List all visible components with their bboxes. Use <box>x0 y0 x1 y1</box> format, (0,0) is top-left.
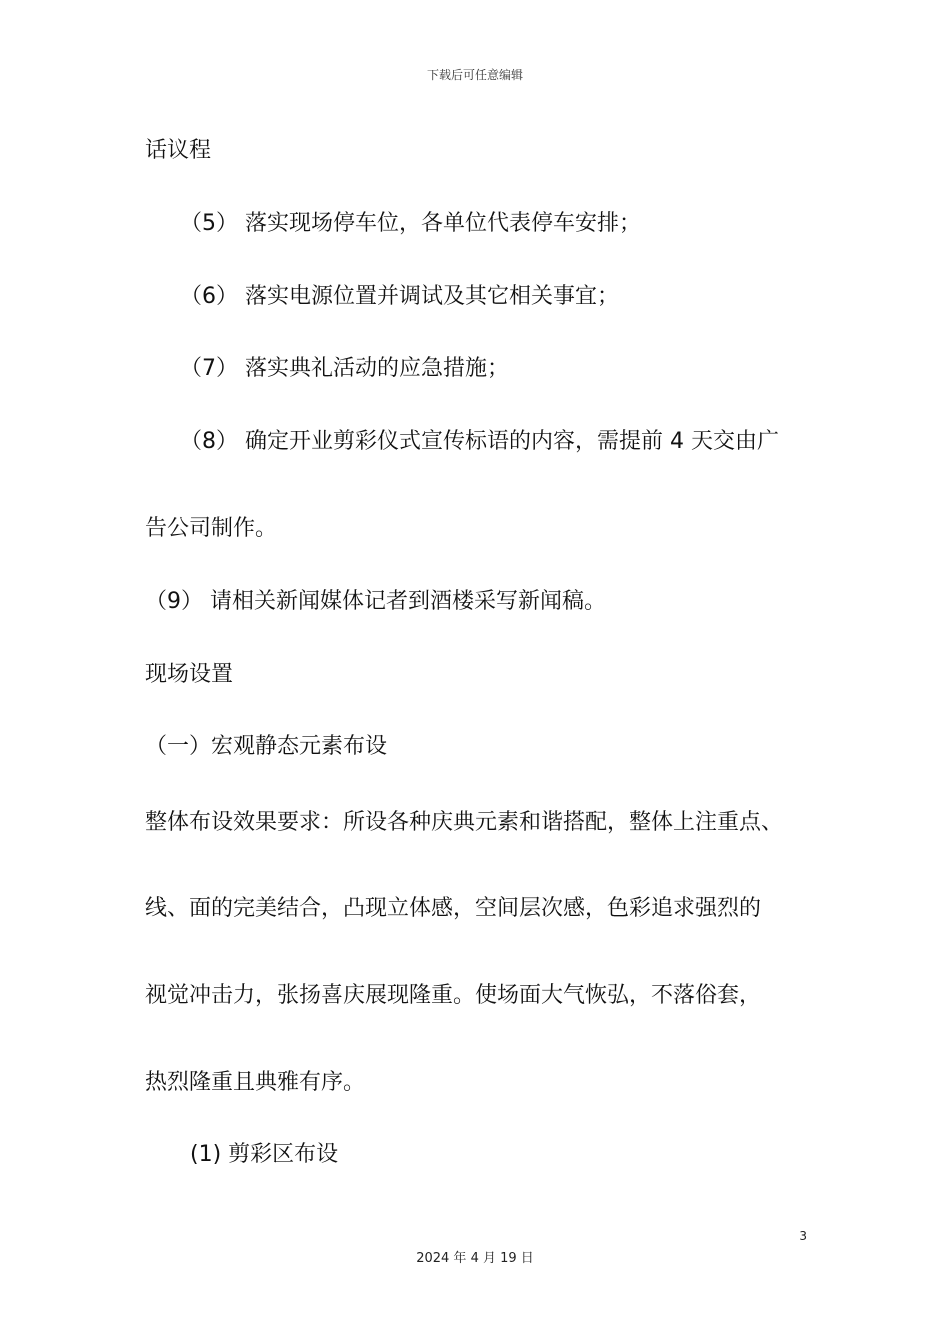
page-header: 下载后可任意编辑 <box>426 68 523 82</box>
body-line-item-8-continuation: 告公司制作。 <box>145 516 278 541</box>
list-item-heading: (1) 剪彩区布设 <box>190 1142 339 1167</box>
paragraph-line-4: 热烈隆重且典雅有序。 <box>145 1070 366 1095</box>
body-line-item-6: （6） 落实电源位置并调试及其它相关事宜； <box>180 284 619 309</box>
paragraph-line-3: 视觉冲击力，张扬喜庆展现隆重。使场面大气恢弘，不落俗套， <box>145 983 762 1008</box>
body-line-item-7: （7） 落实典礼活动的应急措施； <box>180 356 509 381</box>
body-line-item-5: （5） 落实现场停车位，各单位代表停车安排； <box>180 211 641 236</box>
body-line-item-9: （9） 请相关新闻媒体记者到酒楼采写新闻稿。 <box>145 589 606 614</box>
body-line-item-8: （8） 确定开业剪彩仪式宣传标语的内容，需提前 4 天交由广 <box>180 429 779 454</box>
page-number: 3 <box>799 1229 807 1243</box>
subsection-heading: （一）宏观静态元素布设 <box>145 734 388 759</box>
footer-date: 2024 年 4 月 19 日 <box>416 1251 534 1266</box>
paragraph-line-1: 整体布设效果要求：所设各种庆典元素和谐搭配，整体上注重点、 <box>145 810 784 835</box>
body-line-continuation: 话议程 <box>145 138 212 163</box>
paragraph-line-2: 线、面的完美结合，凸现立体感，空间层次感，色彩追求强烈的 <box>145 896 762 921</box>
section-heading: 现场设置 <box>145 662 234 687</box>
